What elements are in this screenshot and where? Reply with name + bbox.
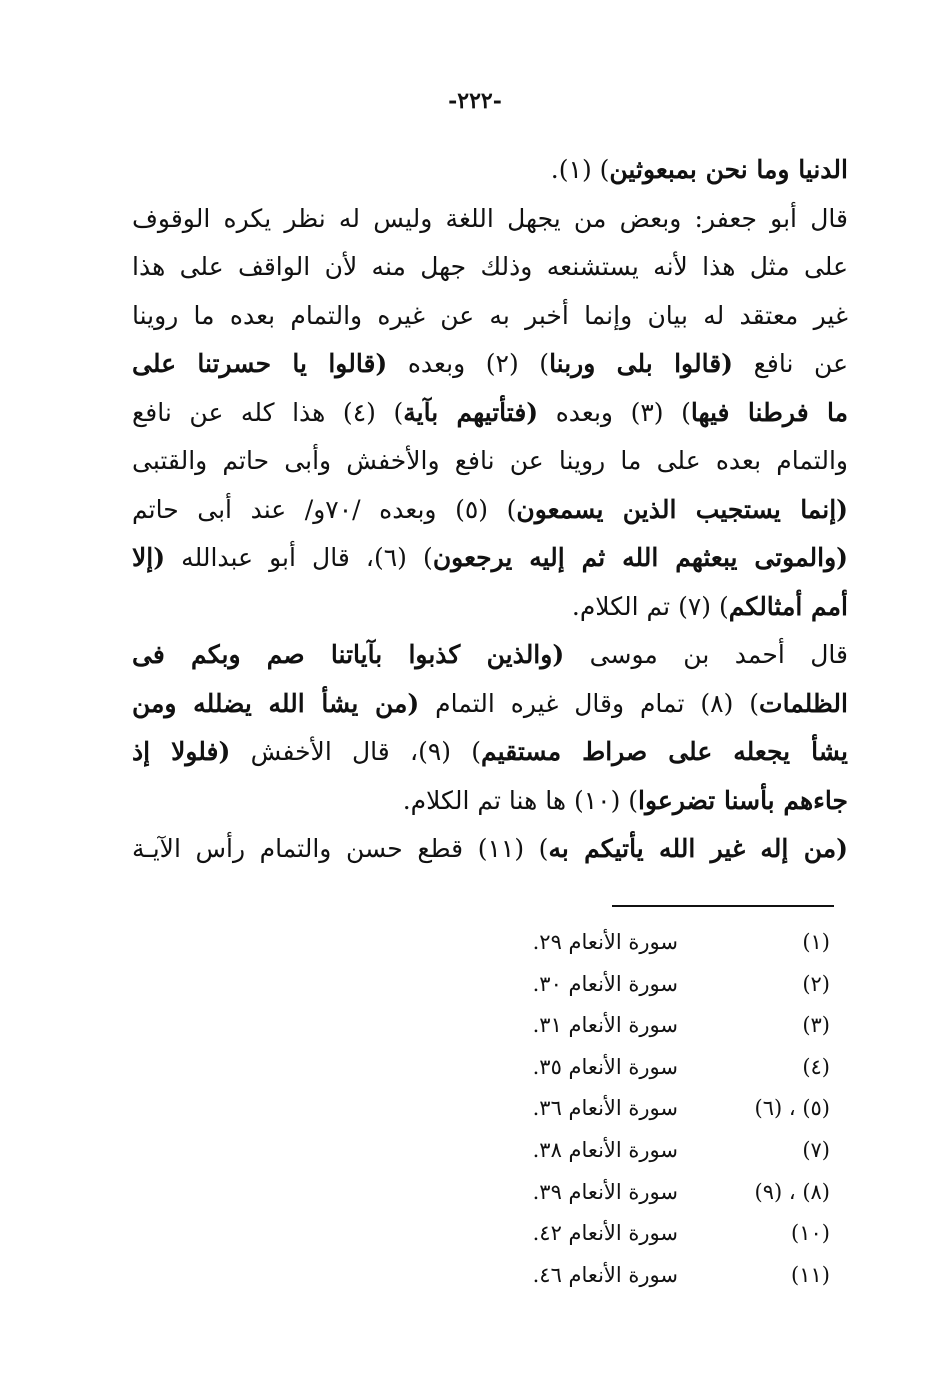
quranic-quote: (والذين كذبوا بآياتنا صم وبكم فى [132, 640, 565, 669]
text-segment: ) (١٠) ها هنا تم الكلام. [402, 785, 639, 815]
footnote [420, 1047, 840, 1089]
footnote-number: (٤) [802, 1054, 830, 1079]
quranic-quote: (فلولا إذ [132, 737, 231, 766]
footnote-text: سورة الأنعام ٣١. [532, 1013, 678, 1038]
footnote-text: سورة الأنعام ٣٩. [532, 1179, 678, 1204]
text-line [132, 583, 848, 632]
text-line [132, 728, 848, 777]
quranic-quote: الدنيا وما نحن بمبعوثين [609, 155, 848, 184]
text-line [132, 437, 848, 486]
text-line [132, 680, 848, 729]
text-line [132, 195, 848, 244]
text-segment: ) (٦)، قال أبو عبدالله [165, 543, 433, 572]
footnote-number: (١) [802, 930, 830, 954]
text-segment: ) (٤) هذا كله عن نافع [132, 397, 404, 427]
footnote [420, 1005, 840, 1047]
text-line [132, 486, 848, 535]
footnote [420, 1172, 840, 1214]
quranic-quote: ما فرطنا فيها [690, 397, 848, 427]
text-segment: على مثل هذا لأنه يستشنعه وذلك جهل منه لأن الواقف على هذا [132, 252, 848, 281]
text-line [132, 340, 848, 389]
footnote-text: سورة الأنعام ٤٦. [532, 1262, 678, 1287]
quranic-quote: (إنما يستجيب الذين يسمعون [516, 494, 848, 524]
footnote-number: (٨) ، (٩) [754, 1179, 830, 1204]
page-number: -٢٢٢- [448, 88, 502, 114]
text-segment: ) (١١) قطع حسن والتمام رأس الآيـة [132, 834, 549, 863]
text-segment: قال أبو جعفر: وبعض من يجهل اللغة وليس له نظر يكره الوقوف [132, 203, 848, 233]
footnote-text: سورة الأنعام ٢٩. [532, 930, 678, 954]
text-segment: ) (٥) وبعده /٧٠و/ عند أبى حاتم [132, 494, 517, 524]
quranic-quote: (من يشأ الله يضلله ومن [132, 688, 420, 718]
footnotes-list [420, 922, 840, 1296]
text-line [132, 825, 848, 874]
text-segment: ) (٨) تمام وقال غيره التمام [419, 688, 760, 718]
text-segment: ) (٢) وبعده [387, 349, 550, 378]
text-line [132, 631, 848, 680]
footnote-text: سورة الأنعام ٣٨. [532, 1137, 678, 1162]
text-line [132, 243, 848, 292]
footnote-number: (٢) [802, 971, 830, 996]
footnote [420, 1255, 840, 1297]
quranic-quote: (من إله غير الله يأتيكم به [548, 834, 848, 863]
footnote [420, 1088, 840, 1130]
footnote-text: سورة الأنعام ٣٠. [532, 971, 678, 996]
quranic-quote: (فتأتيهم بآية [403, 397, 539, 427]
quranic-quote: (قالوا بلى وربنا [549, 349, 733, 378]
footnote-text: سورة الأنعام ٣٥. [532, 1054, 678, 1079]
footnote-number: (١١) [791, 1262, 830, 1287]
footnote-divider [612, 905, 834, 907]
text-line [132, 389, 848, 438]
text-segment: والتمام بعده على ما روينا عن نافع والأخفش وأبى حاتم والقتبى [132, 446, 848, 475]
text-segment: ) (٧) تم الكلام. [571, 591, 729, 621]
text-segment: ) (٣) وبعده [538, 397, 691, 427]
text-segment: ) (١). [550, 155, 610, 184]
text-line [132, 292, 848, 341]
footnote [420, 922, 840, 964]
footnote-number: (١٠) [791, 1221, 830, 1246]
footnote-text: سورة الأنعام ٤٢. [532, 1221, 678, 1246]
text-line [132, 534, 848, 583]
quranic-quote: أمم أمثالكم [728, 591, 848, 621]
footnote-number: (٣) [802, 1013, 830, 1038]
text-line [132, 777, 848, 826]
quranic-quote: جاءهم بأسنا تضرعوا [638, 785, 848, 815]
text-line [132, 146, 848, 195]
quranic-quote: الظلمات [759, 688, 848, 718]
quranic-quote: (والموتى يبعثهم الله ثم إليه يرجعون [432, 543, 848, 572]
footnote [420, 1213, 840, 1255]
text-segment: ) (٩)، قال الأخفش [230, 737, 482, 766]
quranic-quote: (قالوا يا حسرتنا على [132, 349, 388, 378]
text-segment: غير معتقد له بيان وإنما أخبر به عن غيره والتمام بعده ما روينا [132, 300, 848, 330]
footnote [420, 964, 840, 1006]
footnote [420, 1130, 840, 1172]
text-segment: قال أحمد بن موسى [564, 640, 848, 669]
text-segment: عن نافع [733, 349, 848, 378]
footnote-text: سورة الأنعام ٣٦. [532, 1096, 678, 1121]
body-text [132, 146, 848, 874]
quranic-quote: يشأ يجعله على صراط مستقيم [481, 737, 848, 766]
quranic-quote: (إلا [132, 543, 166, 572]
footnote-number: (٥) ، (٦) [754, 1096, 830, 1121]
footnote-number: (٧) [802, 1137, 830, 1162]
